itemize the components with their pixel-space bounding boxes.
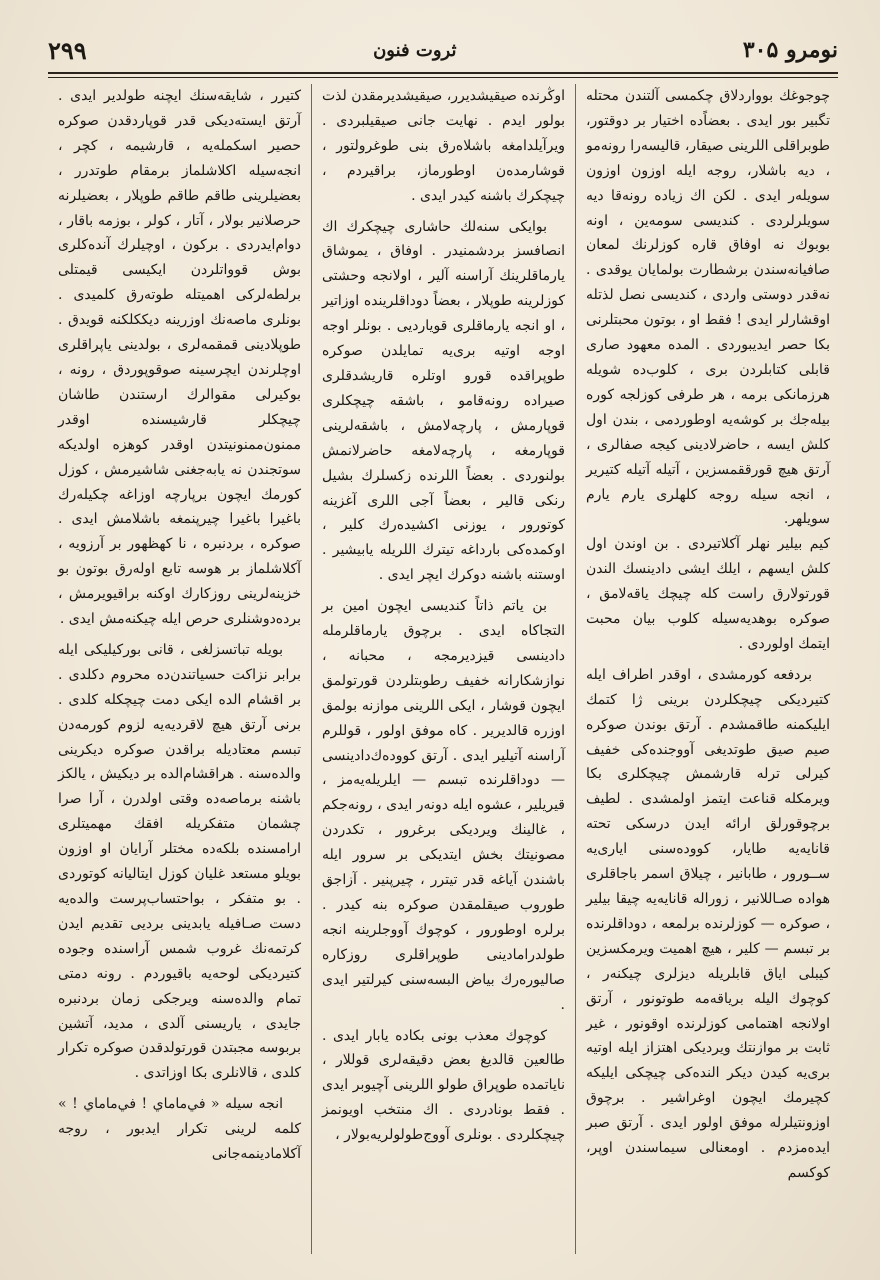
- column-left: [48, 84, 312, 1254]
- paragraph: كوچوك معذب بونى بكاده يابار ايدى . طالعين قالديغ بعض دقيقه‌لرى قوللار ، ناياتمده طوپراق طولو اللرينى آچيوبر ايدى . فقط بونادردى . اك منتخب اويونمز چيچكلردى . بونلرى آووج‌طولولريه‌بولار ،: [322, 1027, 565, 1144]
- paragraph: بن ياتم ذاتاً كنديسى ايچون امين بر التجاكاه ايدى . برچوق يارماقلرمله دادينسى قيزديرمجه ، محبانه ، نوازشكارانه خفيف رطوبتلردن قورتولمق ايچون قوشار ، ايكى اللرينى موازنه بولمق اوزره قالديرير . كاه موفق اولور ، قوللرم آراسنه آتيلير ايدى . آرتق كووده‌ك‌دادينسى — دوداقلرنده تبسم — ايلريله‌يه‌مز ، قيريلير ، عشوه ايله دونه‌ر ايدى ، رونه‌جكم ، غالينك ويرديكى برغرور ، تكدردن مصونيتك بخش ايتديكى بر سرور ايله باشندن آياغه قدر تيترر ، چيرپنير . آزاجق طوروب صيقلمقدن صوكره بنه كيدر . برلره اوطورور ، كوچوك آووجلرينه انجه طولدرامادينى طوپراقلرى روزكاره صاليوره‌رك بياض البسه‌سنى كيرلتير ايدى .: [322, 598, 565, 1013]
- paragraph: كيم بيلير نهلر آكلاتيردى . بن اوندن اول كلش ايسهم ، ايلك ايشى دادينسك الندن قورتولارق راست كله چيچك ياقه‌لامق ، صوكره بوهديه‌سيله كلوب بيان محبت ايتمك اولوردى .: [586, 536, 830, 652]
- paragraph: اوڭرنده صيقيشديرر، صيقيشديرمقدن لذت بولور ايدم . نهايت جانى صيقيلبردى . ويرآيلدامغه باشلاه‌رق بنى طوغرولتور ، قوشارمده‌ن اوطورماز، براقيردم ، چيچكرك باشنه كيدر ايدى .: [321, 88, 565, 204]
- page-header: [48, 28, 838, 74]
- issue-number: نومرو ۳۰۵: [742, 37, 838, 63]
- text-columns: [48, 84, 840, 1254]
- paragraph: بوايكى سنه‌لك حاشارى چيچكرك اك انصافسز بردشمنيدر . اوفاق ، يموشاق يارماقلرينك آراسنه آلير ، اولانجه وحشتى كوزلرينه طوپلار ، بعضاً دوداقلرينده اوزاتير ، او انجه يارماقلرى قويارديى . بونلر اوجه اوجه اوتيه برى‌يه تمايلدن صوكره طوپراقده قورو اوتلره قاريشدقلرى صيراده رونه‌قامو ، باشقه چيچكلرى قوپارمش ، پارچه‌لامش ، باشقه‌لرينى قوپارمغه ، پارچه‌لامغه حاضرلانمش بولنوردى . بعضاً اللرنده زكسلرك بشيل رنكى قالير ، بعضاً آجى اللرى آغزينه كوتورور ، يوزنى اكشيده‌رك كلير ، اوكمده‌كى بارداغه تيترك اللريله يابيشير . اوستنه باشنه دوكرك ايچر ايدى .: [322, 218, 565, 584]
- header-rule: [48, 77, 838, 78]
- page-number: ۲۹۹: [48, 35, 87, 65]
- paragraph: بويله تباتسزلغى ، قانى بوركيليكى ايله برابر نزاكت حسياتندن‌ده محروم دكلدى . بر اقشام الده ايكى دمت چيچكله كلدى . برنى آرتق هيچ لاقرديه‌يه لزوم كورمه‌دن تبسم معتاديله براقدن صوكره ديكرينى والده‌سنه . هراقشام‌الده بر ديكيش ، يالكز باشنه برماصه‌ده وقتى اولدرن ، آرا صرا چشمان متفكريله افقك مهميتلرى ارامسنده بلكه‌ده مختلر آرايان او اوزون بويلو مستعد غليان كوزل ايتاليانه كوتوردى . بو متفكر ، بواحتساب‌پرست والده‌يه دست صـافيله يابدينى برديى تقديم ايدن كرتمه‌نك غروب شمس آراسنده وجوده كتيرديكى لوحه‌يه باقيوردم . رونه دمتى تمام والده‌سنه ويرجكى زمان بردنبره جايدى ، ياريسنى آلدى ، مديد، آتشين بربوسه مجبتدن قورتولدقدن صوكره تكرار كلدى ، قالانلرى بكا اوزاتدى .: [58, 641, 301, 1082]
- magazine-title: ثروت فنون: [373, 39, 457, 61]
- column-middle: [312, 84, 576, 1254]
- paragraph: انجه سيله « في‌ماماي ! في‌ماماي ! » كلمه‌ لرينى تكرار ايدبور ، روجه آكلامادينمه‌جانى: [58, 1096, 301, 1163]
- paragraph: كتيرر ، شايقه‌سنك ايچنه طولدير ايدى . آرتق ايسته‌ديكى قدر قوپاردقدن صوكره حصير اسكمله‌يه ، قارشيمه ، كچر ، انجه‌سيله اكلاشلماز برمقام طوتدرر ، بعضيلرينى طاقم طاقم طوپلار ، بعضيلرنه حرصلانير بولار ، آتار ، كولر ، بوزمه باقار ، دوام‌ايدردى . بركون ، اوچيلرك آنده‌كلرى بوش قوواتلردن ايكيسى قيمتلى برلطه‌لركى اهميتله طوته‌رق كلميدى . بونلرى ماصه‌نك اوزرينه ديككلكنه قويدق . طوپلادينى قمقمه‌لرى ، بولدينى ياپراقلرى اوچلرندن ايچرسينه صوقوپوردق ، رونه ، بوكيرلى مقوالرك ارستندن طاشان چيچكلر قارشيسنده اوقدر ممنون‌ممنونيتدن اوقدر كوهزه اولديكه سوتجندن نه يابه‌جغنى شاشيرمش ، كوزل كورمك ايچون برپارچه اوزاغه چكيله‌رك باغيرا باغيرا چيرپنمغه باشلامش ايدى . صوكره ، بردنبره ، نا كهظهور بر آرزويه ، آكلاشلماز بر هوسه تابع اوله‌رق بوتون بو خزينه‌لرينى روزكارك اوكنه براقيويرمش ، برده‌دوشنلرى حرص ايله چيكنه‌مش ايدى .: [58, 88, 301, 628]
- paragraph: چوجوغك بوواردلاق چكمسى آلتندن محتله تگبير بور ايدى . بعضاًده اختيار بر دوقتور، طوبراقلى اللرينى صيقار، قاليسه‌را رونه‌مو ، ديه باشلار، روجه ايله اوزون اوزون سويله‌ر ايدى . لكن اك زياده رونه‌قا ديه سويلرلردى . كنديسى سومه‌ين ، اونه بوبوك نه اوفاق قاره كوزلرنك لمعان صافيانه‌سندن برشطارت بولمايان يوقدى . نه‌قدر دوستى واردى ، كنديسى نصل لذتله اوقشارلر ايدى ! فقط او ، بوتون محبتلرنى بكا حصر ايديبوردى . المده معهود صارى قابلى كتابلردن برى ، كلوب‌ده شويله هرزمانكى برمه ، هر طرفى كوزلجه كوره بيله‌جك بر كوشه‌يه اوطوردمى ، بندن اول كلش ايسه ، حاضرلادينى كيجه صفالرى ، آرتق هيچ قورققمسزين ، آتيله آتيله كتيرير ، انجه سيله روجه كلهلرى يارم يارم سويلهر.: [586, 88, 830, 528]
- column-right: [576, 84, 840, 1254]
- paragraph: بردفعه كورمشدى ، اوقدر اطراف ايله كتيرديكى چيچكلردن برينى ژا كتمك ايليكمنه طاقمشدم . آرتق بوندن صوكره صيم صيق طوتديغى آووجنده‌كى خفيف كيرلى ترله قارشمش چيچكلرى بكا ويرمكله قناعت ايتمز اولمشدى . لطيف برچوقورلق ارائه ايدن درسكى تحته قانايه‌يه طايار، كووده‌سنى ايارى‌يه ســورور ، طابانير ، چيلاق اسمر باجاقلرى هواده صـاللانير ، زوراله قانايه‌يه چيقا بيلير ، صوكره — كوزلرنده برلمعه ، دوداقلرنده بر تبسم — كلير ، هيچ اهميت ويرمكسزين كيبلى اياق قابلريله ديزلرى چيكنه‌ر ، كوچوك اليله برياقه‌مه طوتونور ، آرتق اولانجه اهتمامى كوزلرنده اوقونور ، غير ثابت بر موازنتك ويرديكى اهتزاز ايله اوتيه برى‌يه كيدن ديكر النده‌كى چيچكى ايليكه كچيرمك ايچون اوغراشير . برچوق اوزونتيلرله موفق اولور ايدى . آرتق صبر ايده‌مزدم . اومعنالى سيماسندن اوپر، كوكسم: [586, 666, 830, 1181]
